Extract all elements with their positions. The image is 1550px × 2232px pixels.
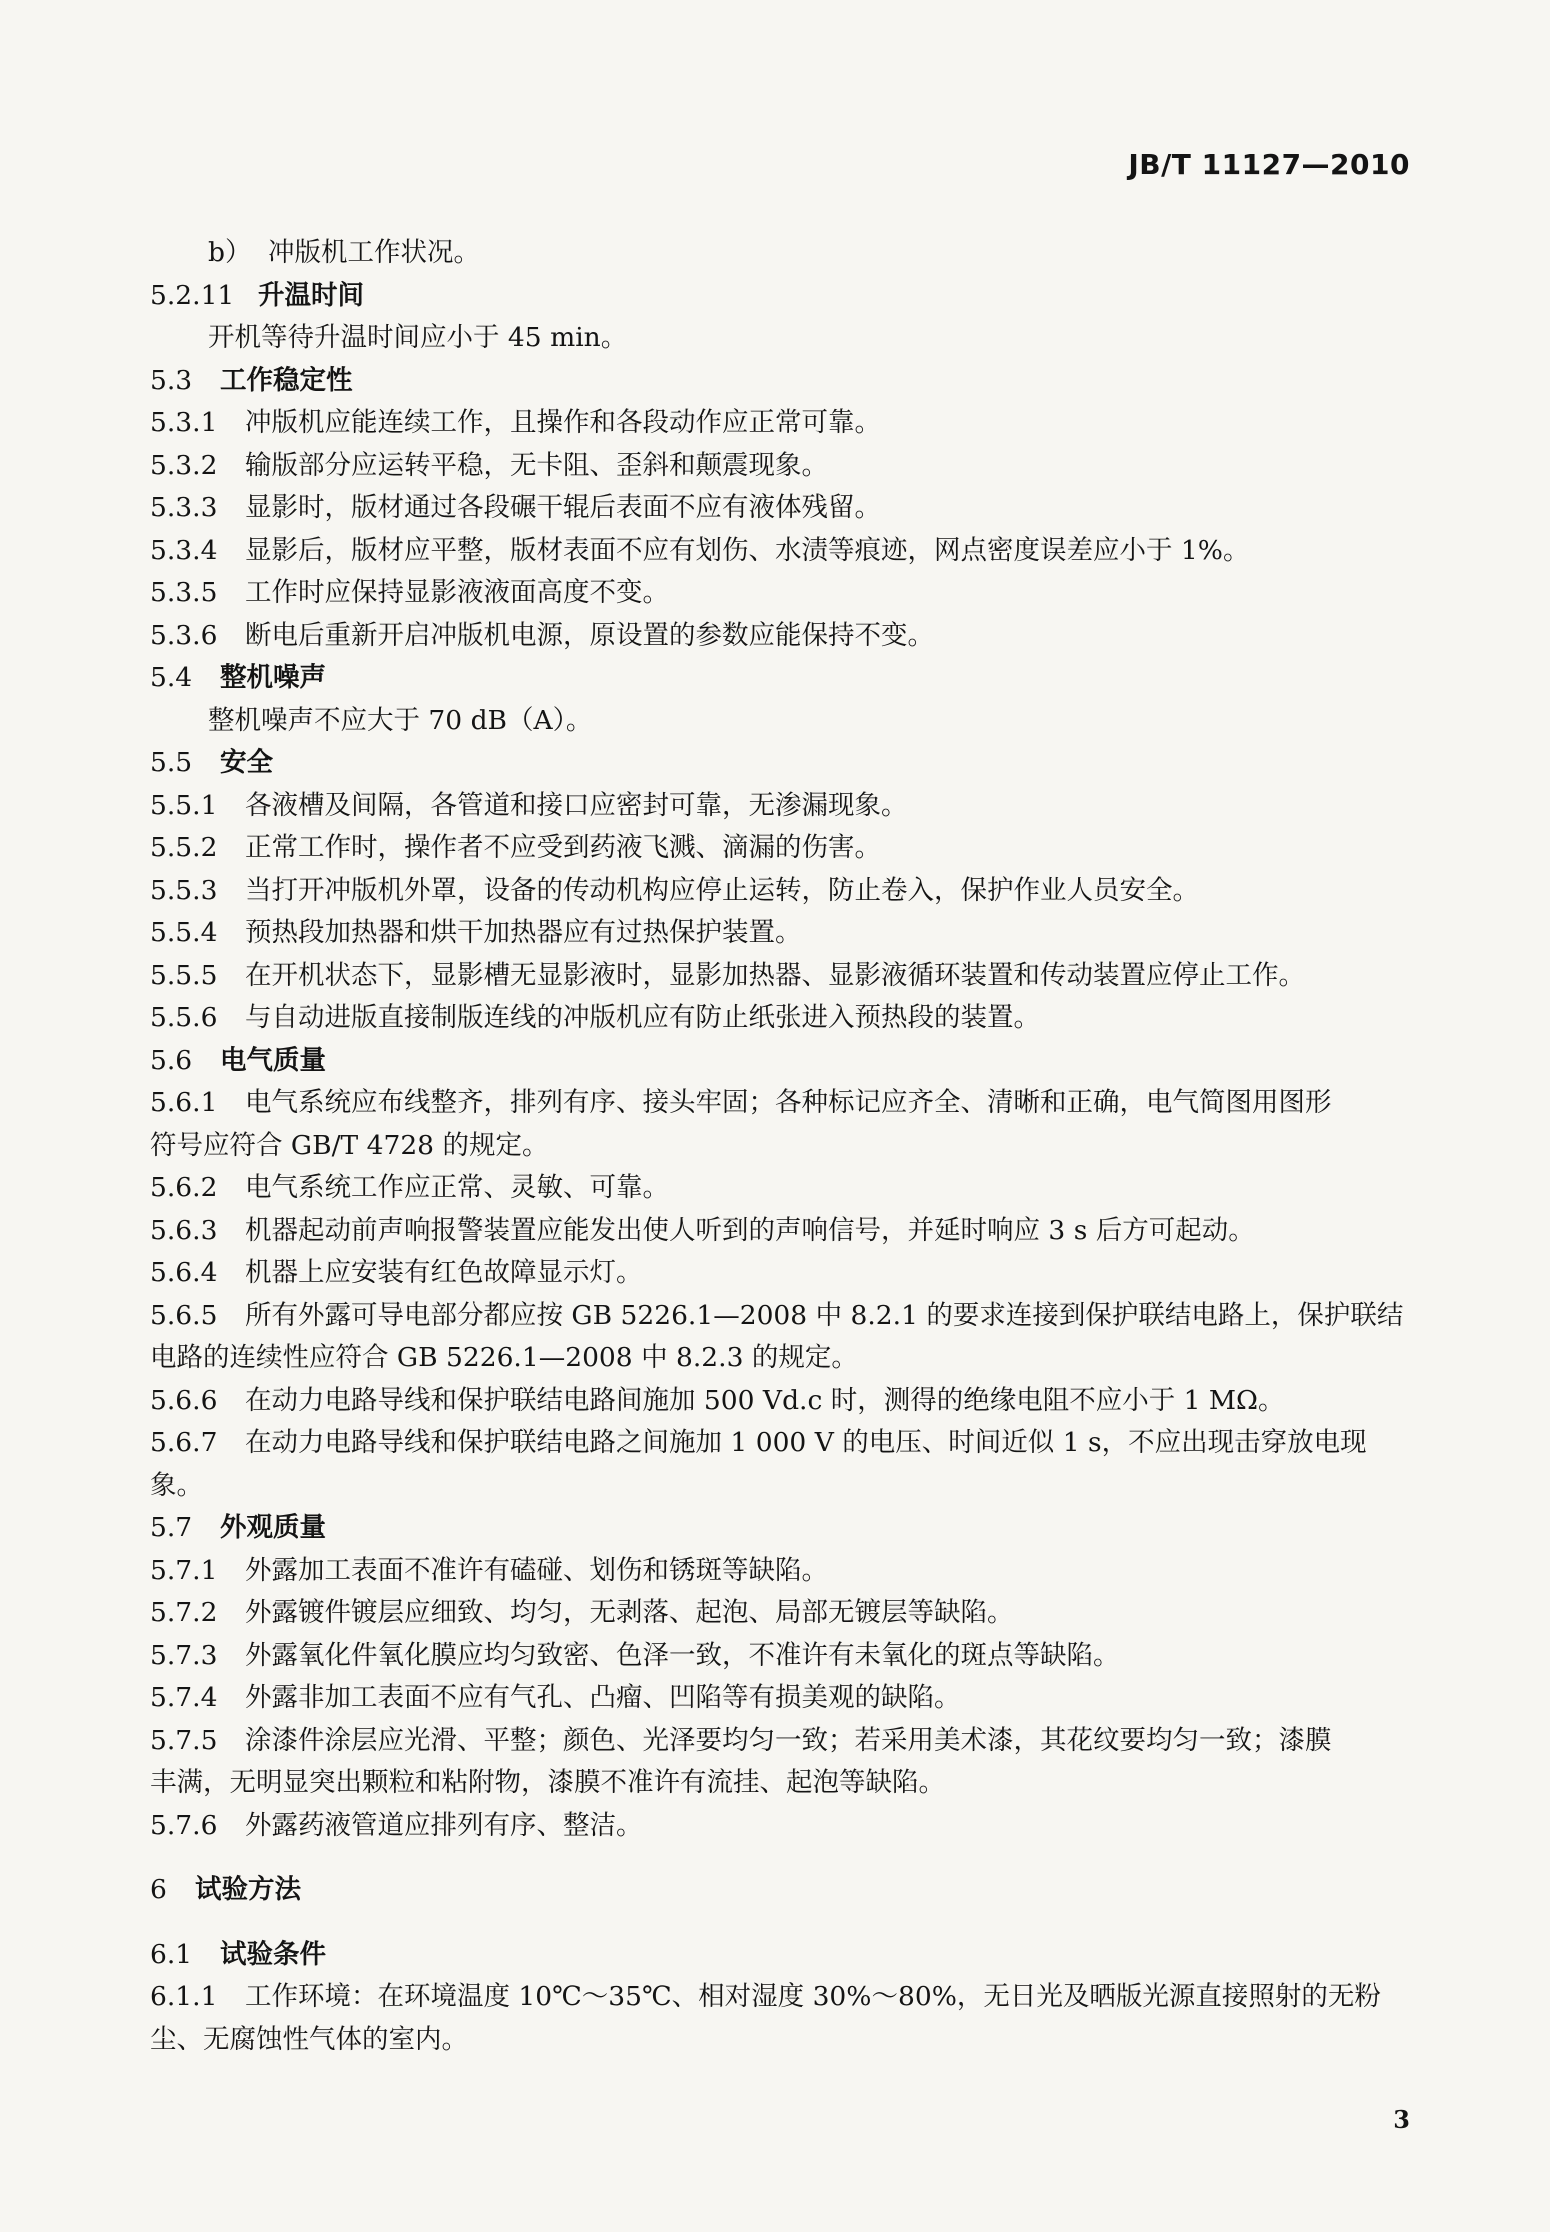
clause-number: 5.6.1 <box>150 1087 218 1118</box>
clause-heading-5-5 <box>150 742 1412 785</box>
item-label: b） <box>208 237 252 268</box>
clause-title: 工作稳定性 <box>220 364 353 396</box>
clause-5-7-3 <box>150 1635 1412 1678</box>
clause-text-continuation: 象。 <box>150 1469 203 1501</box>
clause-5-7-1 <box>150 1550 1412 1593</box>
clause-number: 5.7.4 <box>150 1682 218 1713</box>
clause-5-3-1 <box>150 402 1412 445</box>
clause-5-6-4 <box>150 1252 1412 1295</box>
clause-title: 试验条件 <box>220 1938 326 1970</box>
clause-text: 显影时，版材通过各段碾干辊后表面不应有液体残留。 <box>245 492 881 523</box>
chapter-number: 6 <box>150 1874 167 1905</box>
clause-number: 5.7 <box>150 1512 193 1543</box>
clause-text: 外露非加工表面不应有气孔、凸瘤、凹陷等有损美观的缺陷。 <box>245 1682 961 1713</box>
clause-body <box>150 317 1412 360</box>
clause-body <box>150 700 1412 743</box>
clause-text: 外露加工表面不准许有磕碰、划伤和锈斑等缺陷。 <box>245 1554 828 1586</box>
clause-number: 5.6 <box>150 1044 193 1076</box>
chapter-heading-6 <box>150 1869 1412 1912</box>
clause-text: 电气系统工作应正常、灵敏、可靠。 <box>245 1172 669 1203</box>
page-number: 3 <box>1393 2105 1410 2134</box>
clause-5-5-1 <box>150 785 1412 828</box>
clause-number: 5.6.2 <box>150 1172 218 1203</box>
clause-number: 5.4 <box>150 662 193 693</box>
clause-text: 电气系统应布线整齐，排列有序、接头牢固；各种标记应齐全、清晰和正确，电气简图用图形 <box>245 1087 1332 1118</box>
clause-text: 各液槽及间隔，各管道和接口应密封可靠，无渗漏现象。 <box>245 789 908 821</box>
chapter-title: 试验方法 <box>195 1874 301 1905</box>
clause-number: 5.5.6 <box>150 1002 218 1033</box>
clause-text: 正常工作时，操作者不应受到药液飞溅、滴漏的伤害。 <box>245 832 881 863</box>
clause-heading-5-3 <box>150 360 1412 403</box>
clause-number: 5.7.1 <box>150 1554 218 1586</box>
clause-number: 5.6.5 <box>150 1299 218 1331</box>
clause-text-continuation: 尘、无腐蚀性气体的室内。 <box>150 2023 468 2055</box>
clause-heading-5-6 <box>150 1040 1412 1083</box>
clause-number: 5.6.7 <box>150 1427 218 1458</box>
clause-text: 外露镀件镀层应细致、均匀，无剥落、起泡、局部无镀层等缺陷。 <box>245 1597 1014 1628</box>
clause-number: 5.7.3 <box>150 1639 218 1671</box>
clause-text: 整机噪声不应大于 70 dB（A）。 <box>208 704 593 736</box>
clause-text-continuation: 符号应符合 GB/T 4728 的规定。 <box>150 1129 549 1161</box>
list-item-b <box>150 232 1412 275</box>
clause-5-7-5-continuation <box>150 1762 1412 1805</box>
clause-heading-5-4 <box>150 657 1412 700</box>
clause-5-6-3 <box>150 1210 1412 1253</box>
clause-number: 5.6.6 <box>150 1384 218 1416</box>
clause-number: 5.3.1 <box>150 407 218 438</box>
clause-text: 在动力电路导线和保护联结电路间施加 500 Vd.c 时，测得的绝缘电阻不应小于 1 MΩ。 <box>245 1384 1285 1416</box>
clause-number: 6.1 <box>150 1938 193 1970</box>
clause-text: 外露氧化件氧化膜应均匀致密、色泽一致，不准许有未氧化的斑点等缺陷。 <box>245 1639 1120 1671</box>
clause-number: 5.5.2 <box>150 832 218 863</box>
clause-text: 外露药液管道应排列有序、整洁。 <box>245 1809 643 1841</box>
clause-5-6-5-continuation <box>150 1337 1412 1380</box>
clause-5-3-3 <box>150 487 1412 530</box>
clause-text-continuation: 丰满，无明显突出颗粒和粘附物，漆膜不准许有流挂、起泡等缺陷。 <box>150 1767 945 1798</box>
clause-5-3-4 <box>150 530 1412 573</box>
clause-text: 输版部分应运转平稳，无卡阻、歪斜和颠震现象。 <box>245 449 828 481</box>
clause-text: 工作环境：在环境温度 10℃～35℃、相对湿度 30%～80%，无日光及晒版光源直接照射的无粉 <box>245 1981 1381 2012</box>
clause-text: 断电后重新开启冲版机电源，原设置的参数应能保持不变。 <box>245 619 934 651</box>
clause-5-3-5 <box>150 572 1412 615</box>
clause-text: 所有外露可导电部分都应按 GB 5226.1—2008 中 8.2.1 的要求连接到保护联结电路上，保护联结 <box>245 1299 1404 1331</box>
clause-number: 5.5.3 <box>150 874 218 906</box>
clause-text: 工作时应保持显影液液面高度不变。 <box>245 577 669 608</box>
clause-5-7-4 <box>150 1677 1412 1720</box>
clause-5-7-2 <box>150 1592 1412 1635</box>
clause-heading-5-2-11 <box>150 275 1412 318</box>
clause-number: 6.1.1 <box>150 1981 218 2012</box>
clause-text: 与自动进版直接制版连线的冲版机应有防止纸张进入预热段的装置。 <box>245 1002 1040 1033</box>
clause-5-6-1 <box>150 1082 1412 1125</box>
clause-number: 5.5.5 <box>150 959 218 991</box>
clause-title: 安全 <box>220 747 273 778</box>
clause-5-6-1-continuation <box>150 1125 1412 1168</box>
clause-text: 机器起动前声响报警装置应能发出使人听到的声响信号，并延时响应 3 s 后方可起动。 <box>245 1214 1255 1246</box>
clause-number: 5.7.2 <box>150 1597 218 1628</box>
standard-code: JB/T 11127—2010 <box>1128 148 1410 181</box>
clause-5-3-6 <box>150 615 1412 658</box>
clause-5-6-6 <box>150 1380 1412 1423</box>
clause-text: 冲版机应能连续工作，且操作和各段动作应正常可靠。 <box>245 407 881 438</box>
clause-5-5-6 <box>150 997 1412 1040</box>
clause-number: 5.6.3 <box>150 1214 218 1246</box>
clause-number: 5.2.11 <box>150 279 235 311</box>
clause-text: 显影后，版材应平整，版材表面不应有划伤、水渍等痕迹，网点密度误差应小于 1%。 <box>245 534 1250 566</box>
clause-title: 整机噪声 <box>220 662 326 693</box>
clause-5-6-2 <box>150 1167 1412 1210</box>
clause-6-1-1 <box>150 1976 1412 2019</box>
clause-text: 预热段加热器和烘干加热器应有过热保护装置。 <box>245 917 802 948</box>
clause-number: 5.5.4 <box>150 917 218 948</box>
item-text: 冲版机工作状况。 <box>268 237 480 268</box>
clause-number: 5.3.3 <box>150 492 218 523</box>
clause-number: 5.3 <box>150 364 193 396</box>
clause-text-continuation: 电路的连续性应符合 GB 5226.1—2008 中 8.2.3 的规定。 <box>150 1342 858 1373</box>
clause-text: 机器上应安装有红色故障显示灯。 <box>245 1257 643 1288</box>
clause-number: 5.6.4 <box>150 1257 218 1288</box>
clause-text: 开机等待升温时间应小于 45 min。 <box>208 322 628 353</box>
clause-number: 5.3.6 <box>150 619 218 651</box>
clause-5-5-2 <box>150 827 1412 870</box>
clause-title: 电气质量 <box>220 1044 326 1076</box>
clause-5-5-3 <box>150 870 1412 913</box>
clause-text: 在开机状态下，显影槽无显影液时，显影加热器、显影液循环装置和传动装置应停止工作。 <box>245 959 1305 991</box>
clause-number: 5.3.2 <box>150 449 218 481</box>
clause-number: 5.3.4 <box>150 534 218 566</box>
clause-heading-6-1 <box>150 1934 1412 1977</box>
clause-text: 在动力电路导线和保护联结电路之间施加 1 000 V 的电压、时间近似 1 s，不应出现击穿放电现 <box>245 1427 1367 1458</box>
clause-5-6-7 <box>150 1422 1412 1465</box>
clause-title: 外观质量 <box>220 1512 326 1543</box>
clause-5-7-6 <box>150 1805 1412 1848</box>
clause-number: 5.5.1 <box>150 789 218 821</box>
clause-number: 5.7.6 <box>150 1809 218 1841</box>
clause-title: 升温时间 <box>258 279 364 311</box>
clause-heading-5-7 <box>150 1507 1412 1550</box>
clause-text: 涂漆件涂层应光滑、平整；颜色、光泽要均匀一致；若采用美术漆，其花纹要均匀一致；漆膜 <box>245 1724 1332 1756</box>
clause-number: 5.3.5 <box>150 577 218 608</box>
clause-5-3-2 <box>150 445 1412 488</box>
clause-5-6-7-continuation <box>150 1465 1412 1508</box>
clause-5-7-5 <box>150 1720 1412 1763</box>
clause-6-1-1-continuation <box>150 2019 1412 2062</box>
clause-5-6-5 <box>150 1295 1412 1338</box>
clause-5-5-4 <box>150 912 1412 955</box>
clause-5-5-5 <box>150 955 1412 998</box>
document-body <box>150 232 1412 2061</box>
clause-number: 5.5 <box>150 747 193 778</box>
clause-number: 5.7.5 <box>150 1724 218 1756</box>
clause-text: 当打开冲版机外罩，设备的传动机构应停止运转，防止卷入，保护作业人员安全。 <box>245 874 1199 906</box>
